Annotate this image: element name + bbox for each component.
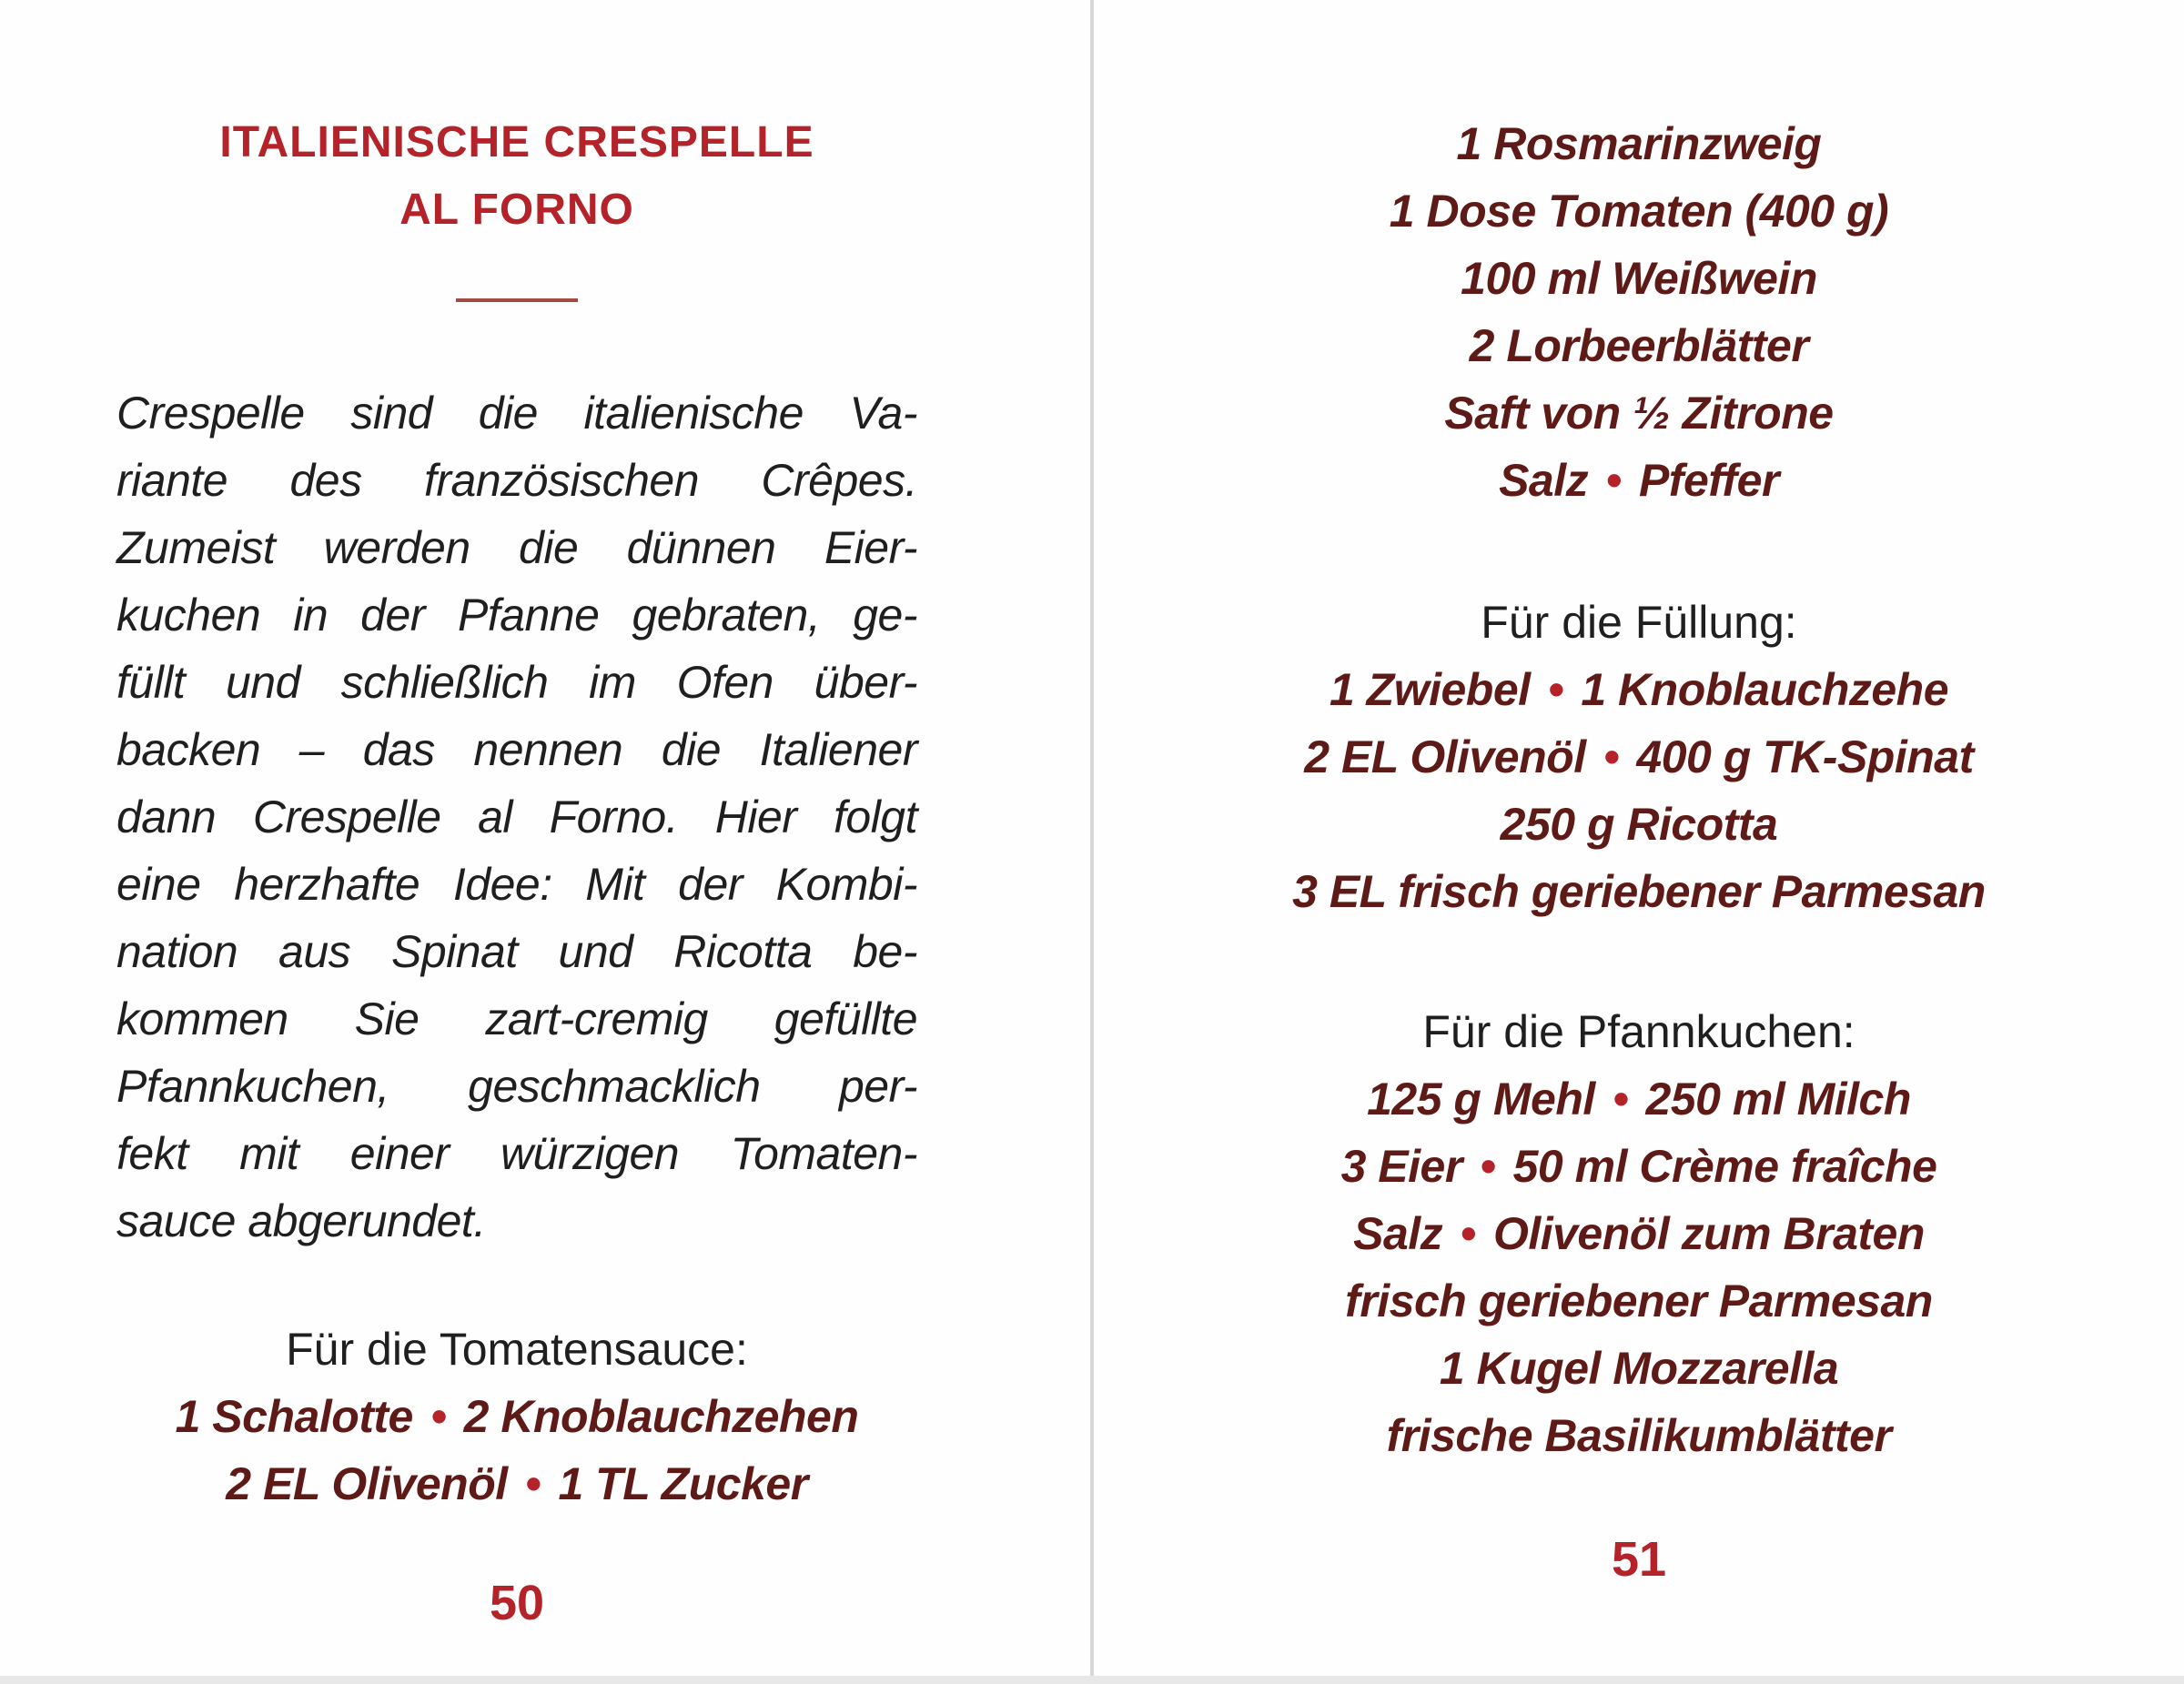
ingredient-line: 1 Rosmarinzweig [1456, 118, 1822, 169]
ingredient-line: 1 Kugel Mozzarella [1439, 1343, 1839, 1394]
section-filling [1130, 589, 2148, 925]
ingredient-line: 3 EL frisch geriebener Parmesan [1292, 866, 1986, 917]
intro-line: kuchen in der Pfanne gebraten, ge- [116, 590, 917, 640]
page-number-right: 51 [1611, 1532, 1667, 1587]
page-number-left: 50 [489, 1576, 545, 1630]
ingredient-line: 1 Zwiebel • 1 Knoblauchzehe [1329, 664, 1949, 715]
bullet-separator: • [525, 1458, 541, 1509]
ingredient-list-fuellung [1130, 656, 2148, 925]
bullet-separator: • [1605, 455, 1622, 506]
intro-line: füllt und schließlich im Ofen über- [116, 657, 917, 708]
bullet-separator: • [1547, 664, 1563, 715]
ingredient-list-pfannkuchen [1130, 1065, 2148, 1469]
ingredient-line: 2 EL Olivenöl • 1 TL Zucker [226, 1458, 808, 1509]
ingredient-line: 3 Eier • 50 ml Crème fraîche [1340, 1141, 1937, 1192]
intro-paragraph [116, 379, 917, 1255]
ingredient-line: frische Basilikumblätter [1386, 1410, 1892, 1461]
ingredient-line: Salz • Olivenöl zum Braten [1353, 1208, 1925, 1259]
ingredient-line: 2 EL Olivenöl • 400 g TK-Spinat [1304, 731, 1974, 782]
ingredient-line: 250 g Ricotta [1500, 799, 1778, 850]
bullet-separator: • [1480, 1141, 1496, 1192]
recipe-title-line-1: ITALIENISCHE CRESPELLE [219, 118, 814, 166]
intro-line: fekt mit einer würzigen Tomaten- [116, 1128, 917, 1179]
intro-line: eine herzhafte Idee: Mit der Kombi- [116, 859, 917, 910]
bullet-separator: • [1603, 731, 1620, 782]
intro-line: riante des französischen Crêpes. [116, 455, 917, 506]
page-50 [0, 0, 1090, 1676]
bullet-separator: • [1460, 1208, 1476, 1259]
bullet-separator: • [1613, 1074, 1629, 1124]
ingredient-list-tomatensauce-continued [1130, 110, 2148, 514]
recipe-title-line-2: AL FORNO [399, 186, 634, 234]
ingredient-line: 2 Lorbeerblätter [1469, 320, 1809, 371]
intro-line: Zumeist werden die dünnen Eier- [116, 522, 917, 573]
intro-line: sauce abgerundet. [116, 1195, 486, 1246]
intro-line: dann Crespelle al Forno. Hier folgt [116, 792, 917, 842]
page-51 [1094, 0, 2184, 1676]
intro-line: nation aus Spinat und Ricotta be- [116, 926, 917, 977]
ingredient-line: 1 Dose Tomaten (400 g) [1389, 186, 1889, 237]
title-divider-rule [456, 298, 578, 302]
section-heading-tomatensauce: Für die Tomatensauce: [286, 1324, 748, 1375]
bullet-separator: • [430, 1391, 447, 1442]
ingredient-line: Salz • Pfeffer [1499, 455, 1779, 506]
intro-line: kommen Sie zart-cremig gefüllte [116, 993, 917, 1044]
intro-line: Pfannkuchen, geschmacklich per- [116, 1061, 917, 1112]
section-heading-fuellung: Für die Füllung: [1481, 597, 1797, 648]
ingredient-line: 100 ml Weißwein [1461, 253, 1817, 304]
horizontal-scrollbar-track[interactable] [0, 1676, 2184, 1684]
recipe-title [116, 109, 917, 244]
intro-line: backen – das nennen die Italiener [116, 724, 917, 775]
intro-line: Crespelle sind die italienische Va- [116, 388, 917, 439]
ingredient-line: Saft von ½ Zitrone [1444, 388, 1834, 439]
ingredient-line: frisch geriebener Parmesan [1345, 1276, 1933, 1326]
ingredient-line: 1 Schalotte • 2 Knoblauchzehen [175, 1391, 859, 1442]
section-pancakes [1130, 998, 2148, 1469]
ingredient-list-tomatensauce [116, 1383, 917, 1518]
section-heading-pfannkuchen: Für die Pfannkuchen: [1422, 1006, 1855, 1057]
ingredient-line: 125 g Mehl • 250 ml Milch [1367, 1074, 1911, 1124]
